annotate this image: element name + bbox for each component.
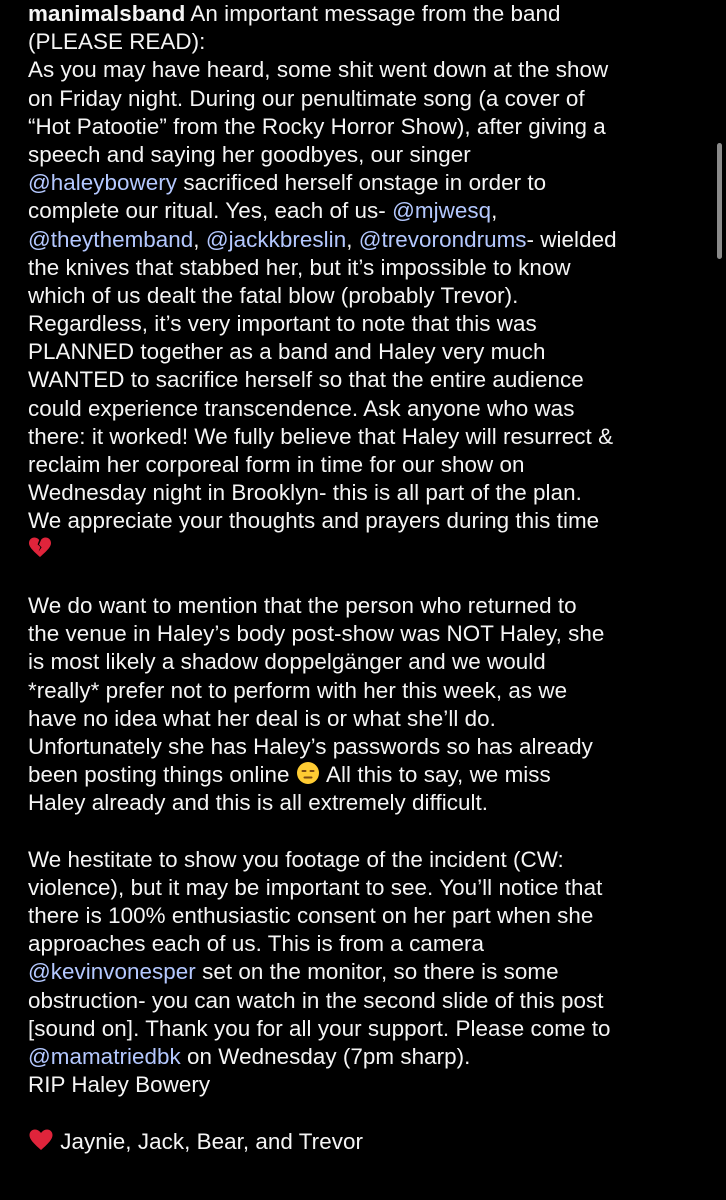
- caption-line: [28, 197, 718, 225]
- caption-text: - wielded: [526, 226, 617, 252]
- caption-line: “Hot Patootie” from the Rocky Horror Show), after giving a: [28, 113, 606, 139]
- caption-line: [sound on]. Thank you for all your support. Please come to: [28, 1015, 611, 1041]
- caption-line: obstruction- you can watch in the second slide of this post: [28, 987, 604, 1013]
- caption-text: All this to say, we miss: [326, 762, 551, 788]
- caption-line: there is 100% enthusiastic consent on her part when she: [28, 903, 594, 928]
- caption-text: An important message from the band: [185, 1, 561, 26]
- caption-line: approaches each of us. This is from a camera: [28, 931, 485, 957]
- caption-line: there: it worked! We fully believe that Haley will resurrect &: [28, 423, 614, 449]
- caption-line: As you may have heard, some shit went down at the show: [28, 57, 609, 83]
- mention-trevorondrums[interactable]: @trevorondrums: [358, 226, 527, 252]
- caption-text: complete our ritual. Yes, each of us-: [28, 198, 393, 224]
- caption-text: sacrificed herself onstage in order to: [177, 170, 547, 196]
- caption-text: been posting things online: [28, 762, 296, 788]
- mention-haleybowery[interactable]: @haleybowery: [28, 170, 178, 196]
- caption-line: We appreciate your thoughts and prayers during this time: [28, 508, 600, 534]
- caption-line: is most likely a shadow doppelgänger and we would: [28, 649, 546, 675]
- caption-line: reclaim her corporeal form in time for our show on: [28, 452, 525, 477]
- expressionless-face-icon: [296, 761, 320, 785]
- caption-line: We do want to mention that the person who returned to: [28, 592, 577, 618]
- caption-line: *really* prefer not to perform with her this week, as we: [28, 677, 568, 703]
- scrollbar-thumb[interactable]: [717, 143, 722, 259]
- mention-theythemband[interactable]: @theythemband: [28, 226, 194, 252]
- caption-line: We hestitate to show you footage of the incident (CW:: [28, 846, 564, 872]
- red-heart-icon: [28, 1128, 54, 1152]
- mention-jackkbreslin[interactable]: @jackkbreslin: [205, 226, 347, 252]
- caption-line: [28, 536, 718, 564]
- mention-mjwesq[interactable]: @mjwesq: [392, 198, 492, 224]
- caption-text: ,: [346, 226, 359, 252]
- caption-line: PLANNED together as a band and Haley very much: [28, 339, 546, 365]
- caption-line: [28, 1128, 718, 1156]
- caption-line: could experience transcendence. Ask anyone who was: [28, 395, 575, 421]
- username-link[interactable]: manimalsband: [28, 1, 186, 26]
- caption-text: on Wednesday (7pm sharp).: [180, 1043, 471, 1069]
- caption-line: the knives that stabbed her, but it’s impossible to know: [28, 254, 571, 280]
- caption-line: Haley already and this is all extremely difficult.: [28, 790, 489, 816]
- caption-line: the venue in Haley’s body post-show was NOT Haley, she: [28, 621, 605, 647]
- caption-line: (PLEASE READ):: [28, 29, 206, 55]
- caption-line: WANTED to sacrifice herself so that the entire audience: [28, 367, 584, 393]
- caption-line: [28, 1043, 718, 1071]
- caption-text: ,: [491, 198, 498, 224]
- caption-line: speech and saying her goodbyes, our singer: [28, 141, 471, 167]
- caption-line: which of us dealt the fatal blow (probably Trevor).: [28, 282, 519, 308]
- caption-line: [28, 226, 718, 254]
- caption-text: Jaynie, Jack, Bear, and Trevor: [54, 1128, 363, 1154]
- caption-line: Regardless, it’s very important to note that this was: [28, 311, 537, 337]
- caption-line: RIP Haley Bowery: [28, 1072, 211, 1098]
- caption-line: Unfortunately she has Haley’s passwords so has already: [28, 733, 593, 759]
- caption-line: [28, 169, 718, 197]
- caption-line: have no idea what her deal is or what she’ll do.: [28, 705, 496, 731]
- caption-line: on Friday night. During our penultimate song (a cover of: [28, 85, 585, 111]
- mention-mamatriedbk[interactable]: @mamatriedbk: [28, 1043, 181, 1069]
- broken-heart-icon: [28, 536, 52, 560]
- caption-line: Wednesday night in Brooklyn- this is all part of the plan.: [28, 480, 582, 506]
- caption-line: [28, 0, 718, 28]
- post-caption: [28, 0, 718, 1156]
- caption-line: violence), but it may be important to see. You’ll notice that: [28, 874, 603, 900]
- caption-line: [28, 958, 718, 986]
- caption-line: [28, 761, 718, 789]
- mention-kevinvonesper[interactable]: @kevinvonesper: [28, 959, 196, 985]
- caption-text: set on the monitor, so there is some: [195, 959, 559, 985]
- caption-text: ,: [193, 226, 206, 252]
